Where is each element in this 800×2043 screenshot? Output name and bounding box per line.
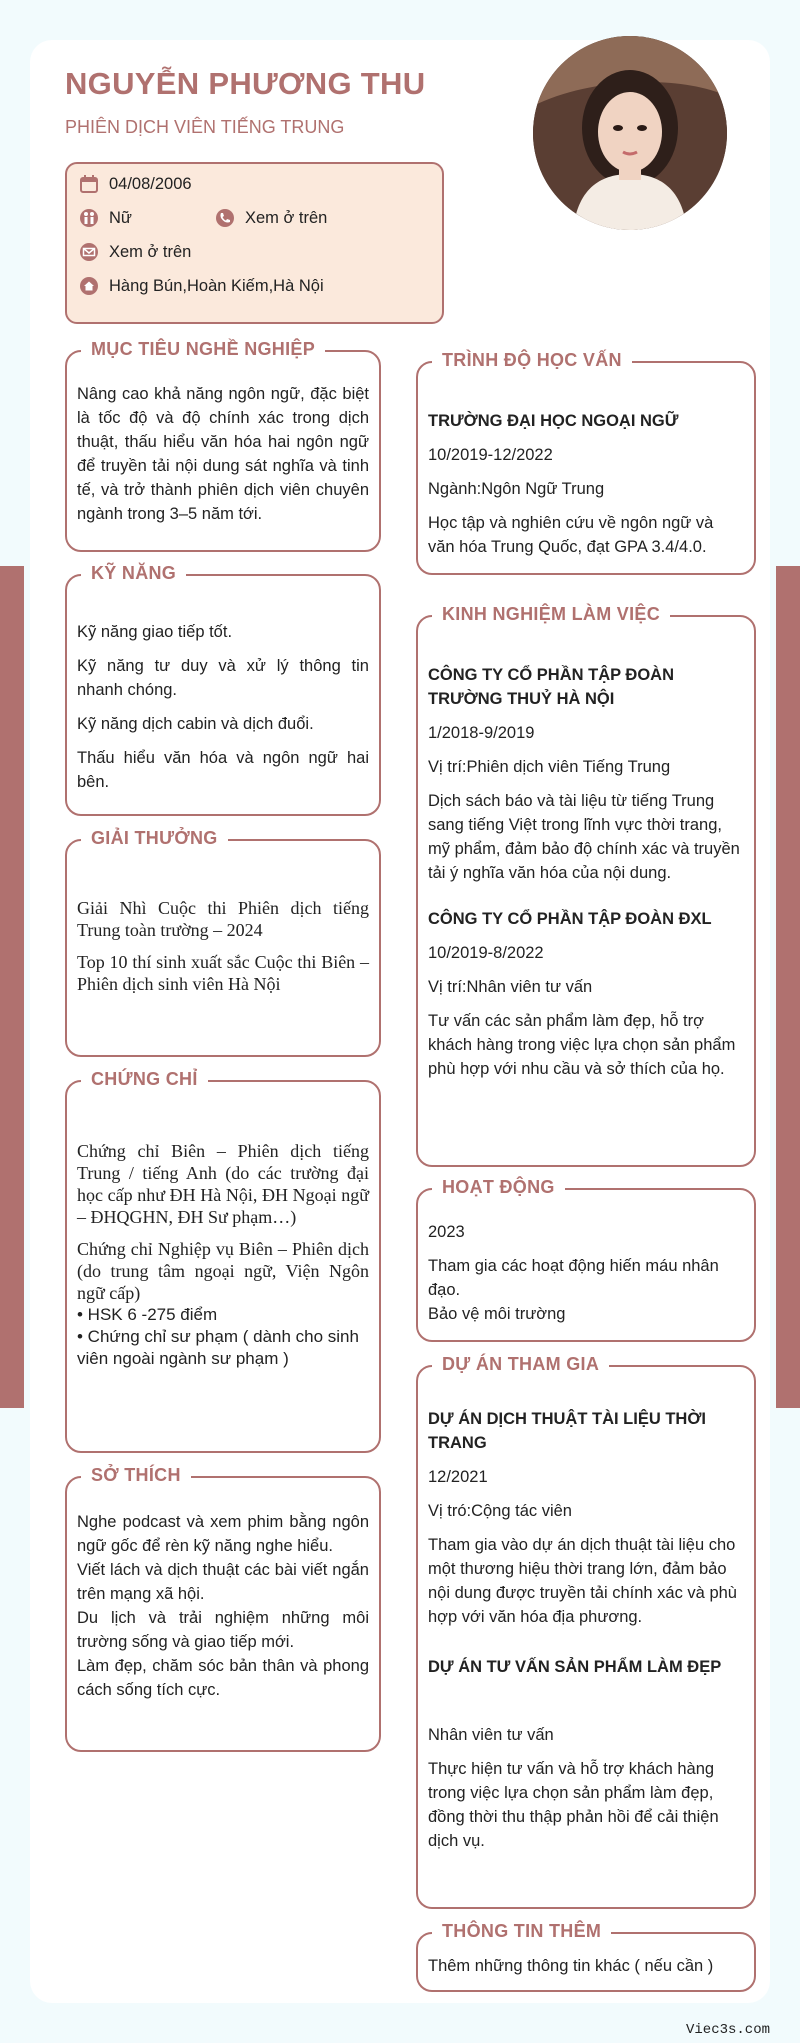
education-major: Ngành:Ngôn Ngữ Trung [428, 480, 605, 498]
skill-item: Thấu hiểu văn hóa và ngôn ngữ hai bên. [77, 749, 369, 791]
job-period: 10/2019-8/2022 [428, 944, 544, 962]
extra-info-section [416, 1921, 756, 1992]
hobbies-section [65, 1465, 381, 1752]
award-item: Giải Nhì Cuộc thi Phiên dịch tiếng Trung toàn trường – 2024 [77, 898, 369, 940]
activities-section [416, 1177, 756, 1342]
job-position: Vị trí:Phiên dịch viên Tiếng Trung [428, 758, 671, 776]
footer-brand[interactable]: Viec3s.com [685, 2022, 770, 2038]
activity-line: Tham gia các hoạt động hiến máu nhân đạo. [428, 1257, 719, 1299]
birthday-row [79, 174, 192, 194]
activity-year: 2023 [428, 1223, 465, 1241]
project-role: Nhân viên tư vấn [428, 1726, 554, 1744]
candidate-name: NGUYỄN PHƯƠNG THU [65, 66, 426, 101]
extra-info-title: THÔNG TIN THÊM [432, 1921, 611, 1942]
project-role: Vị tró:Cộng tác viên [428, 1502, 572, 1520]
skill-item: Kỹ năng dịch cabin và dịch đuổi. [77, 715, 314, 733]
phone-value: Xem ở trên [245, 208, 328, 227]
contact-box [65, 162, 444, 324]
certificates-section [65, 1069, 381, 1453]
skill-item: Kỹ năng giao tiếp tốt. [77, 623, 233, 641]
hobby-item: Du lịch và trải nghiệm những môi trường sống và giao tiếp mới. [77, 1609, 369, 1651]
left-accent-bar [0, 566, 24, 1408]
activity-line: Bảo vệ môi trường [428, 1305, 566, 1323]
job-description: Tư vấn các sản phẩm làm đẹp, hỗ trợ khách hàng trong việc lựa chọn sản phẩm phù hợp với nhu cầu và sở thích của họ. [428, 1012, 736, 1078]
hobby-item: Nghe podcast và xem phim bằng ngôn ngữ gốc để rèn kỹ năng nghe hiểu. [77, 1513, 369, 1555]
certificate-bullet: • Chứng chỉ sư phạm ( dành cho sinh viên ngoài ngành sư phạm ) [77, 1327, 359, 1368]
activities-title: HOẠT ĐỘNG [432, 1177, 565, 1198]
objective-title: MỤC TIÊU NGHỀ NGHIỆP [81, 339, 325, 360]
projects-section [416, 1354, 756, 1909]
school-name: TRƯỜNG ĐẠI HỌC NGOẠI NGỮ [428, 412, 679, 430]
email-value: Xem ở trên [109, 242, 192, 261]
job-company: CÔNG TY CỔ PHẦN TẬP ĐOÀN TRƯỜNG THUỶ HÀ NỘI [428, 666, 674, 708]
phone-row [215, 208, 327, 228]
objective-section [65, 339, 381, 552]
job-company: CÔNG TY CỔ PHẦN TẬP ĐOÀN ĐXL [428, 910, 712, 928]
calendar-icon [79, 174, 99, 194]
hobby-item: Làm đẹp, chăm sóc bản thân và phong cách sống tích cực. [77, 1657, 369, 1699]
job-description: Dịch sách báo và tài liệu từ tiếng Trung sang tiếng Việt trong lĩnh vực thời trang, mỹ phẩm, đảm bảo độ chính xác và truyền tải ý nghĩa văn hóa của nội dung. [428, 792, 740, 882]
candidate-title: PHIÊN DỊCH VIÊN TIẾNG TRUNG [65, 117, 345, 137]
awards-title: GIẢI THƯỞNG [81, 828, 228, 849]
experience-section [416, 604, 756, 1167]
job-position: Vị trí:Nhân viên tư vấn [428, 978, 593, 996]
education-section [416, 350, 756, 575]
project-name: DỰ ÁN TƯ VẤN SẢN PHẨM LÀM ĐẸP [428, 1658, 722, 1676]
gender-value: Nữ [109, 208, 132, 227]
right-accent-bar [776, 566, 800, 1408]
skills-section [65, 563, 381, 816]
extra-info-text: Thêm những thông tin khác ( nếu cần ) [428, 1957, 714, 1975]
objective-text: Nâng cao khả năng ngôn ngữ, đặc biệt là tốc độ và độ chính xác trong dịch thuật, thấu hiểu văn hóa hai ngôn ngữ để truyền tải nội dung sát nghĩa và tinh tế, và trở thành phiên dịch viên chuyên ngành trong 3–5 năm tới. [77, 385, 369, 523]
certificate-bullet: • HSK 6 -275 điểm [77, 1305, 218, 1324]
education-period: 10/2019-12/2022 [428, 446, 553, 464]
certificates-title: CHỨNG CHỈ [81, 1069, 208, 1090]
award-item: Top 10 thí sinh xuất sắc Cuộc thi Biên – Phiên dịch sinh viên Hà Nội [77, 952, 369, 994]
skills-title: KỸ NĂNG [81, 563, 186, 584]
hobby-item: Viết lách và dịch thuật các bài viết ngắn trên mạng xã hội. [77, 1561, 369, 1603]
education-title: TRÌNH ĐỘ HỌC VẤN [432, 350, 632, 371]
gender-icon [79, 208, 99, 228]
skill-item: Kỹ năng tư duy và xử lý thông tin nhanh chóng. [77, 657, 369, 699]
address-value: Hàng Bún,Hoàn Kiếm,Hà Nội [109, 276, 324, 295]
education-description: Học tập và nghiên cứu về ngôn ngữ và văn hóa Trung Quốc, đạt GPA 3.4/4.0. [428, 514, 714, 556]
home-icon [79, 276, 99, 296]
certificate-item: Chứng chỉ Nghiệp vụ Biên – Phiên dịch (do trung tâm ngoại ngữ, Viện Ngôn ngữ cấp) [77, 1239, 369, 1303]
certificate-item: Chứng chỉ Biên – Phiên dịch tiếng Trung / tiếng Anh (do các trường đại học cấp như ĐH Hà Nội, ĐH Ngoại ngữ – ĐHQGHN, ĐH Sư phạm…) [77, 1141, 369, 1227]
address-row [79, 276, 324, 296]
project-description: Tham gia vào dự án dịch thuật tài liệu cho một thương hiệu thời trang lớn, đảm bảo nội dung được truyền tải chính xác và phù hợp với văn hóa địa phương. [428, 1536, 737, 1626]
hobbies-title: SỞ THÍCH [81, 1465, 191, 1486]
projects-title: DỰ ÁN THAM GIA [432, 1354, 609, 1375]
job-period: 1/2018-9/2019 [428, 724, 535, 742]
email-icon [79, 242, 99, 262]
birthday-value: 04/08/2006 [109, 174, 192, 193]
phone-icon [215, 208, 235, 228]
project-period: 12/2021 [428, 1468, 488, 1486]
project-description: Thực hiện tư vấn và hỗ trợ khách hàng trong việc lựa chọn sản phẩm làm đẹp, đồng thời thu thập phản hồi để cải thiện dịch vụ. [428, 1760, 719, 1850]
awards-section [65, 828, 381, 1057]
experience-title: KINH NGHIỆM LÀM VIỆC [432, 604, 670, 625]
gender-row [79, 208, 132, 228]
project-name: DỰ ÁN DỊCH THUẬT TÀI LIỆU THỜI TRANG [428, 1410, 706, 1452]
avatar [533, 36, 727, 230]
email-row [79, 242, 191, 262]
